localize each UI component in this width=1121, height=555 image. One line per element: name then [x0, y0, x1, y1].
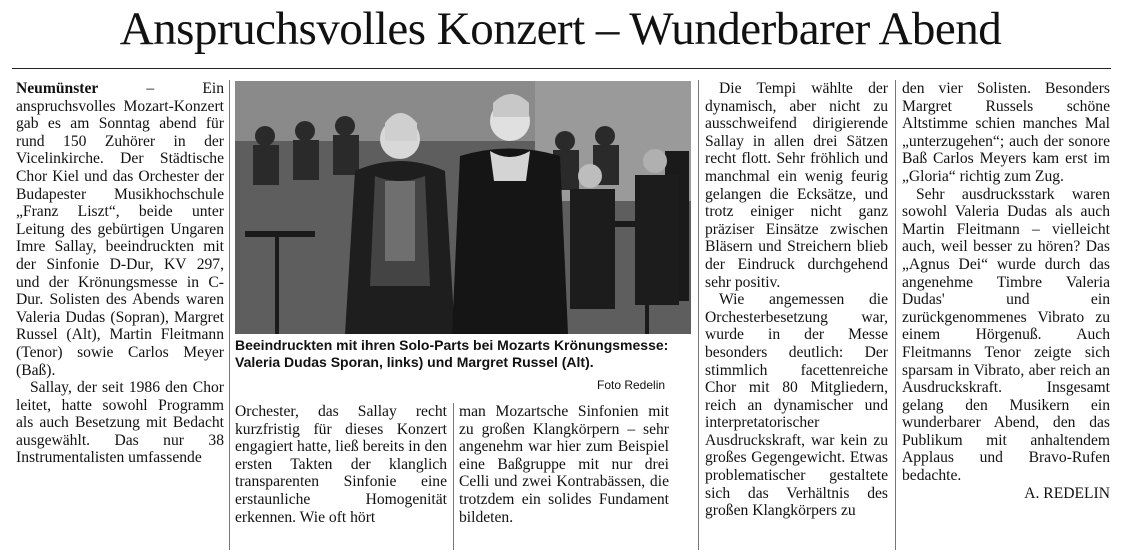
headline-rule	[12, 68, 1111, 69]
photo-caption: Beeindruckten mit ihren Solo-Parts bei Mozarts Krönungsmesse: Valeria Dudas Sporan, links) und Margret Russel (Alt).	[235, 337, 669, 370]
article-column-4	[705, 80, 888, 520]
article-headline: Anspruchsvolles Konzert – Wunderbarer Abend	[119, 3, 1002, 55]
dateline: Neumünster	[16, 80, 99, 97]
article-column-1	[16, 80, 224, 467]
paragraph-6: Wie angemessen die Orchesterbesetzung war, wurde in der Messe besonders deutlich: Der stimmlich facettenreiche Chor mit 80 Mitgliedern, reich an dynamischer und interpretatorischer Ausdruckskraft, war kein zu großes Gegengewicht. Etwas problematischer gestaltete sich das Verhältnis des großen Klangkörpers zu	[705, 291, 888, 520]
photo-credit: Foto Redelin	[597, 378, 666, 392]
column-divider	[229, 80, 230, 550]
paragraph-7: den vier Solisten. Besonders Margret Russels schöne Altstimme schien manches Mal „unterzugehen“; auch der sonore Baß Carlos Meyers kam erst im „Gloria“ richtig zum Zug.	[902, 80, 1110, 185]
article-column-2	[235, 403, 447, 526]
paragraph-2: Sallay, der seit 1986 den Chor leitet, hatte sowohl Programm als auch Besetzung mit Bedacht ausgewählt. Das nur 38 Instrumentalisten umfassende	[16, 379, 224, 467]
concert-photo-image	[235, 81, 691, 334]
article-column-3	[459, 403, 669, 526]
paragraph-4: man Mozartsche Sinfonien mit zu großen Klangkörpern – sehr angenehm war hier zum Beispiel eine Baßgruppe mit nur drei Celli und zwei Kontrabässen, die trotzdem ein solides Fundament bildeten.	[459, 403, 669, 526]
column-divider	[453, 403, 454, 550]
column-divider	[895, 80, 896, 550]
column-divider	[698, 80, 699, 550]
concert-photo	[235, 81, 691, 334]
paragraph-3: Orchester, das Sallay recht kurzfristig für dieses Konzert engagiert hatte, ließ bereits in den ersten Takten der klanglich transparenten Sinfonie eine erstaunliche Homogenität erkennen. Wie oft hört	[235, 403, 447, 526]
paragraph-8: Sehr ausdrucksstark waren sowohl Valeria Dudas als auch Martin Fleitmann – vielleicht auch, weil besser zu hören? Das „Agnus Dei“ wurde durch das angenehme Timbre Valeria Dudas' und ein zurückgenommenes Vibrato zu einem Hörgenuß. Auch Fleitmanns Tenor zeigte sich sparsam in Vibrato, aber reich an Ausdruckskraft. Insgesamt gelang den Musikern ein wunderbarer Abend, den das Publikum mit anhaltendem Applaus und Bravo-Rufen bedachte.	[902, 185, 1110, 485]
author-signature: A. REDELIN	[1024, 484, 1110, 502]
paragraph-1: – Ein anspruchsvolles Mozart-Konzert gab es am Sonntag abend für rund 150 Zuhörer in der Vicelinkirche. Der Städtische Chor Kiel und das Orchester der Budapester Musikhochschule „Franz Liszt“, beide unter Leitung des gebürtigen Ungaren Imre Sallay, beeindruckten mit der Sinfonie D-Dur, KV 297, und der Krönungsmesse in C-Dur. Solisten des Abends waren Valeria Dudas (Sopran), Margret Russel (Alt), Martin Fleitmann (Tenor) sowie Carlos Meyer (Baß).	[16, 80, 224, 379]
article-column-5	[902, 80, 1110, 502]
paragraph-5: Die Tempi wählte der dynamisch, aber nicht zu ausschweifend dirigierende Sallay in allen drei Sätzen recht flott. Sehr fröhlich und manchmal ein wenig feurig gelangen die Ecksätze, und trotz einiger nicht ganz präziser Einsätze zwischen Bläsern und Streichern blieb der Eindruck durchgehend sehr positiv.	[705, 80, 888, 291]
